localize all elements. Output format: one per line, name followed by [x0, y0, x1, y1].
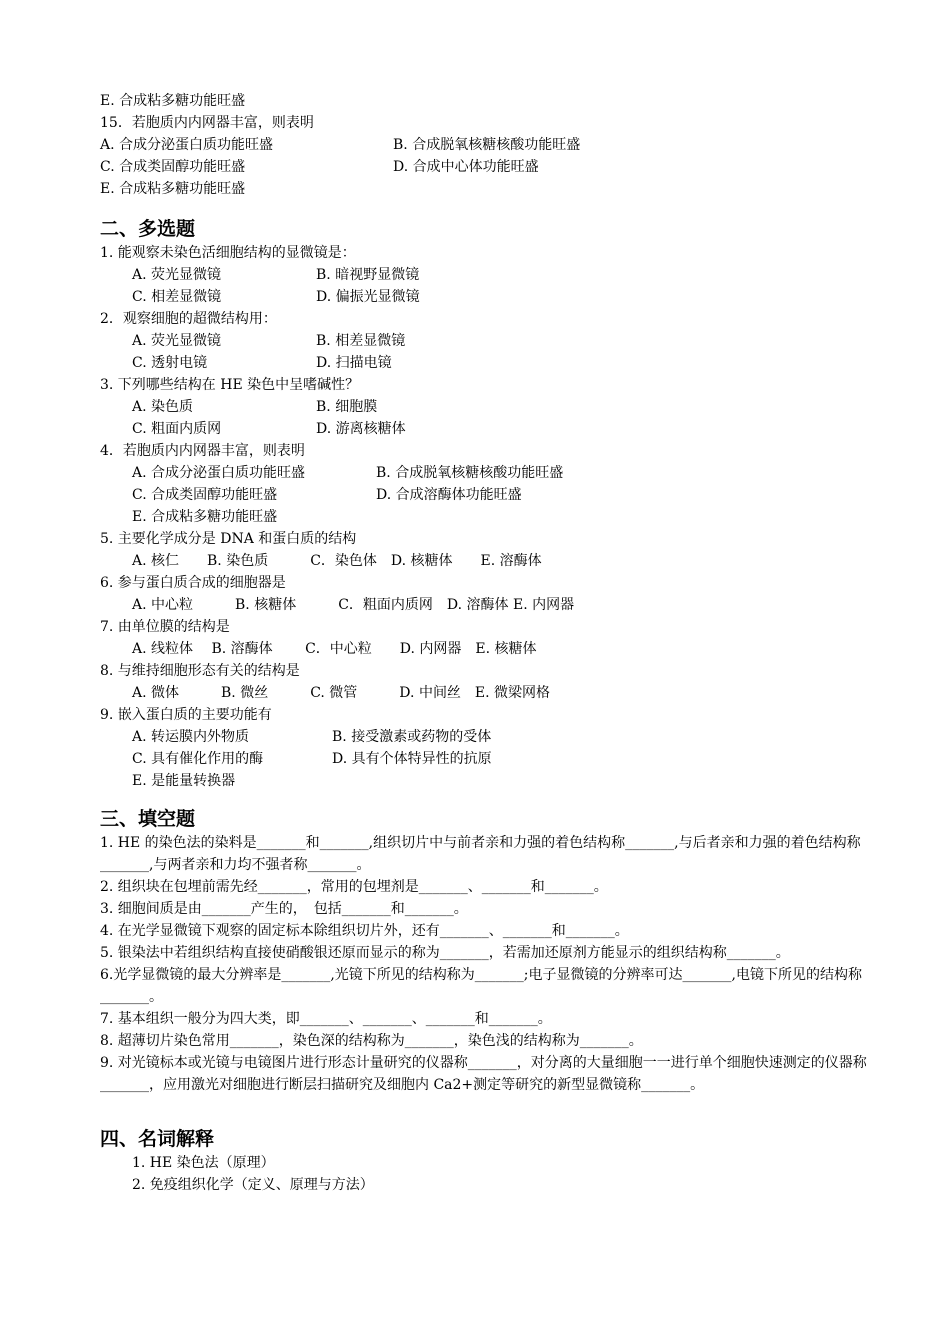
option-c: C. 粗面内质网 [132, 421, 222, 437]
fill-item-6: 6.光学显微镜的最大分辨率是_______,光镜下所见的结构称为_______;电子显微镜的分辨率可达_______,电镜下所见的结构称_______。 [100, 967, 862, 1005]
option-b: B. 暗视野显微镜 [316, 267, 420, 283]
question-4: 4．若胞质内内网器丰富，则表明 [100, 443, 305, 459]
options-ab [100, 726, 880, 748]
options-row: A. 微体 B. 微丝 C. 微管 D. 中间丝 E. 微梁网格 [132, 685, 551, 701]
options-ab [100, 134, 880, 156]
term-item-1: 1. HE 染色法（原理） [132, 1155, 275, 1171]
section-heading-multi-choice: 二、多选题 [100, 218, 196, 240]
option-c: C. 合成类固醇功能旺盛 [100, 159, 246, 175]
question-6: 6. 参与蛋白质合成的细胞器是 [100, 575, 286, 591]
option-b: B. 合成脱氧核糖核酸功能旺盛 [393, 137, 581, 153]
options-cd [100, 156, 880, 178]
options-cd [100, 286, 880, 308]
option-a: A. 荧光显微镜 [132, 333, 222, 349]
option-b: B. 相差显微镜 [316, 333, 406, 349]
option-b: B. 接受激素或药物的受体 [332, 729, 492, 745]
option-e: E. 是能量转换器 [132, 773, 236, 789]
fill-item-7: 7. 基本组织一般分为四大类，即_______、_______、_______和_______。 [100, 1011, 552, 1027]
option-a: A. 转运膜内外物质 [132, 729, 250, 745]
fill-item-4: 4. 在光学显微镜下观察的固定标本除组织切片外，还有_______、_______和_______。 [100, 923, 629, 939]
options-cd [100, 748, 880, 770]
question-7: 7. 由单位膜的结构是 [100, 619, 230, 635]
section-heading-fill-blank: 三、填空题 [100, 808, 196, 830]
options-cd [100, 418, 880, 440]
option-d: D. 游离核糖体 [316, 421, 406, 437]
fill-item-2: 2. 组织块在包埋前需先经_______，常用的包埋剂是_______、_______和_______。 [100, 879, 608, 895]
option-d: D. 具有个体特异性的抗原 [332, 751, 492, 767]
option-d: D. 扫描电镜 [316, 355, 392, 371]
fill-item-8: 8. 超薄切片染色常用_______，染色深的结构称为_______，染色浅的结构称为_______。 [100, 1033, 643, 1049]
question-2: 2．观察细胞的超微结构用： [100, 311, 277, 327]
fill-item-3: 3. 细胞间质是由_______产生的， 包括_______和_______。 [100, 901, 468, 917]
option-a: A. 合成分泌蛋白质功能旺盛 [100, 137, 274, 153]
options-ab [100, 396, 880, 418]
options-ab [100, 330, 880, 352]
option-c: C. 透射电镜 [132, 355, 208, 371]
fill-item-1: 1. HE 的染色法的染料是_______和_______,组织切片中与前者亲和力强的着色结构称_______,与后者亲和力强的着色结构称_______,与两者亲和力均不强者称_______。 [100, 835, 861, 873]
options-cd [100, 352, 880, 374]
option-d: D. 合成中心体功能旺盛 [393, 159, 539, 175]
option-e: E. 合成粘多糖功能旺盛 [132, 509, 278, 525]
options-row: A. 核仁 B. 染色质 C．染色体 D. 核糖体 E. 溶酶体 [132, 553, 542, 569]
question-9: 9. 嵌入蛋白质的主要功能有 [100, 707, 272, 723]
option-d: D. 合成溶酶体功能旺盛 [376, 487, 522, 503]
question-15: 15．若胞质内内网器丰富，则表明 [100, 115, 314, 131]
option-c: C. 具有催化作用的酶 [132, 751, 264, 767]
options-ab [100, 462, 880, 484]
document-page [100, 90, 880, 1196]
term-item-2: 2. 免疫组织化学（定义、原理与方法） [132, 1177, 374, 1193]
option-b: B. 细胞膜 [316, 399, 378, 415]
option-a: A. 染色质 [132, 399, 194, 415]
options-row: A. 线粒体 B. 溶酶体 C．中心粒 D. 内网器 E. 核糖体 [132, 641, 537, 657]
fill-item-9: 9. 对光镜标本或光镜与电镜图片进行形态计量研究的仪器称_______，对分离的大量细胞一一进行单个细胞快速测定的仪器称_______，应用激光对细胞进行断层扫描研究及细胞内 Ca2+测定等研究的新型显微镜称_______。 [100, 1055, 867, 1093]
option-a: A. 荧光显微镜 [132, 267, 222, 283]
question-5: 5. 主要化学成分是 DNA 和蛋白质的结构 [100, 531, 357, 547]
options-ab [100, 264, 880, 286]
option-c: C. 相差显微镜 [132, 289, 222, 305]
question-3: 3. 下列哪些结构在 HE 染色中呈嗜碱性？ [100, 377, 360, 393]
option-c: C. 合成类固醇功能旺盛 [132, 487, 278, 503]
option-e: E. 合成粘多糖功能旺盛 [100, 93, 246, 109]
option-b: B. 合成脱氧核糖核酸功能旺盛 [376, 465, 564, 481]
options-cd [100, 484, 880, 506]
section-heading-terms: 四、名词解释 [100, 1128, 215, 1150]
options-row: A. 中心粒 B. 核糖体 C．粗面内质网 D. 溶酶体 E. 内网器 [132, 597, 575, 613]
option-e: E. 合成粘多糖功能旺盛 [100, 181, 246, 197]
question-8: 8. 与维持细胞形态有关的结构是 [100, 663, 300, 679]
question-1: 1. 能观察未染色活细胞结构的显微镜是： [100, 245, 356, 261]
option-a: A. 合成分泌蛋白质功能旺盛 [132, 465, 306, 481]
fill-item-5: 5. 银染法中若组织结构直接使硝酸银还原而显示的称为_______，若需加还原剂方能显示的组织结构称_______。 [100, 945, 790, 961]
option-d: D. 偏振光显微镜 [316, 289, 420, 305]
